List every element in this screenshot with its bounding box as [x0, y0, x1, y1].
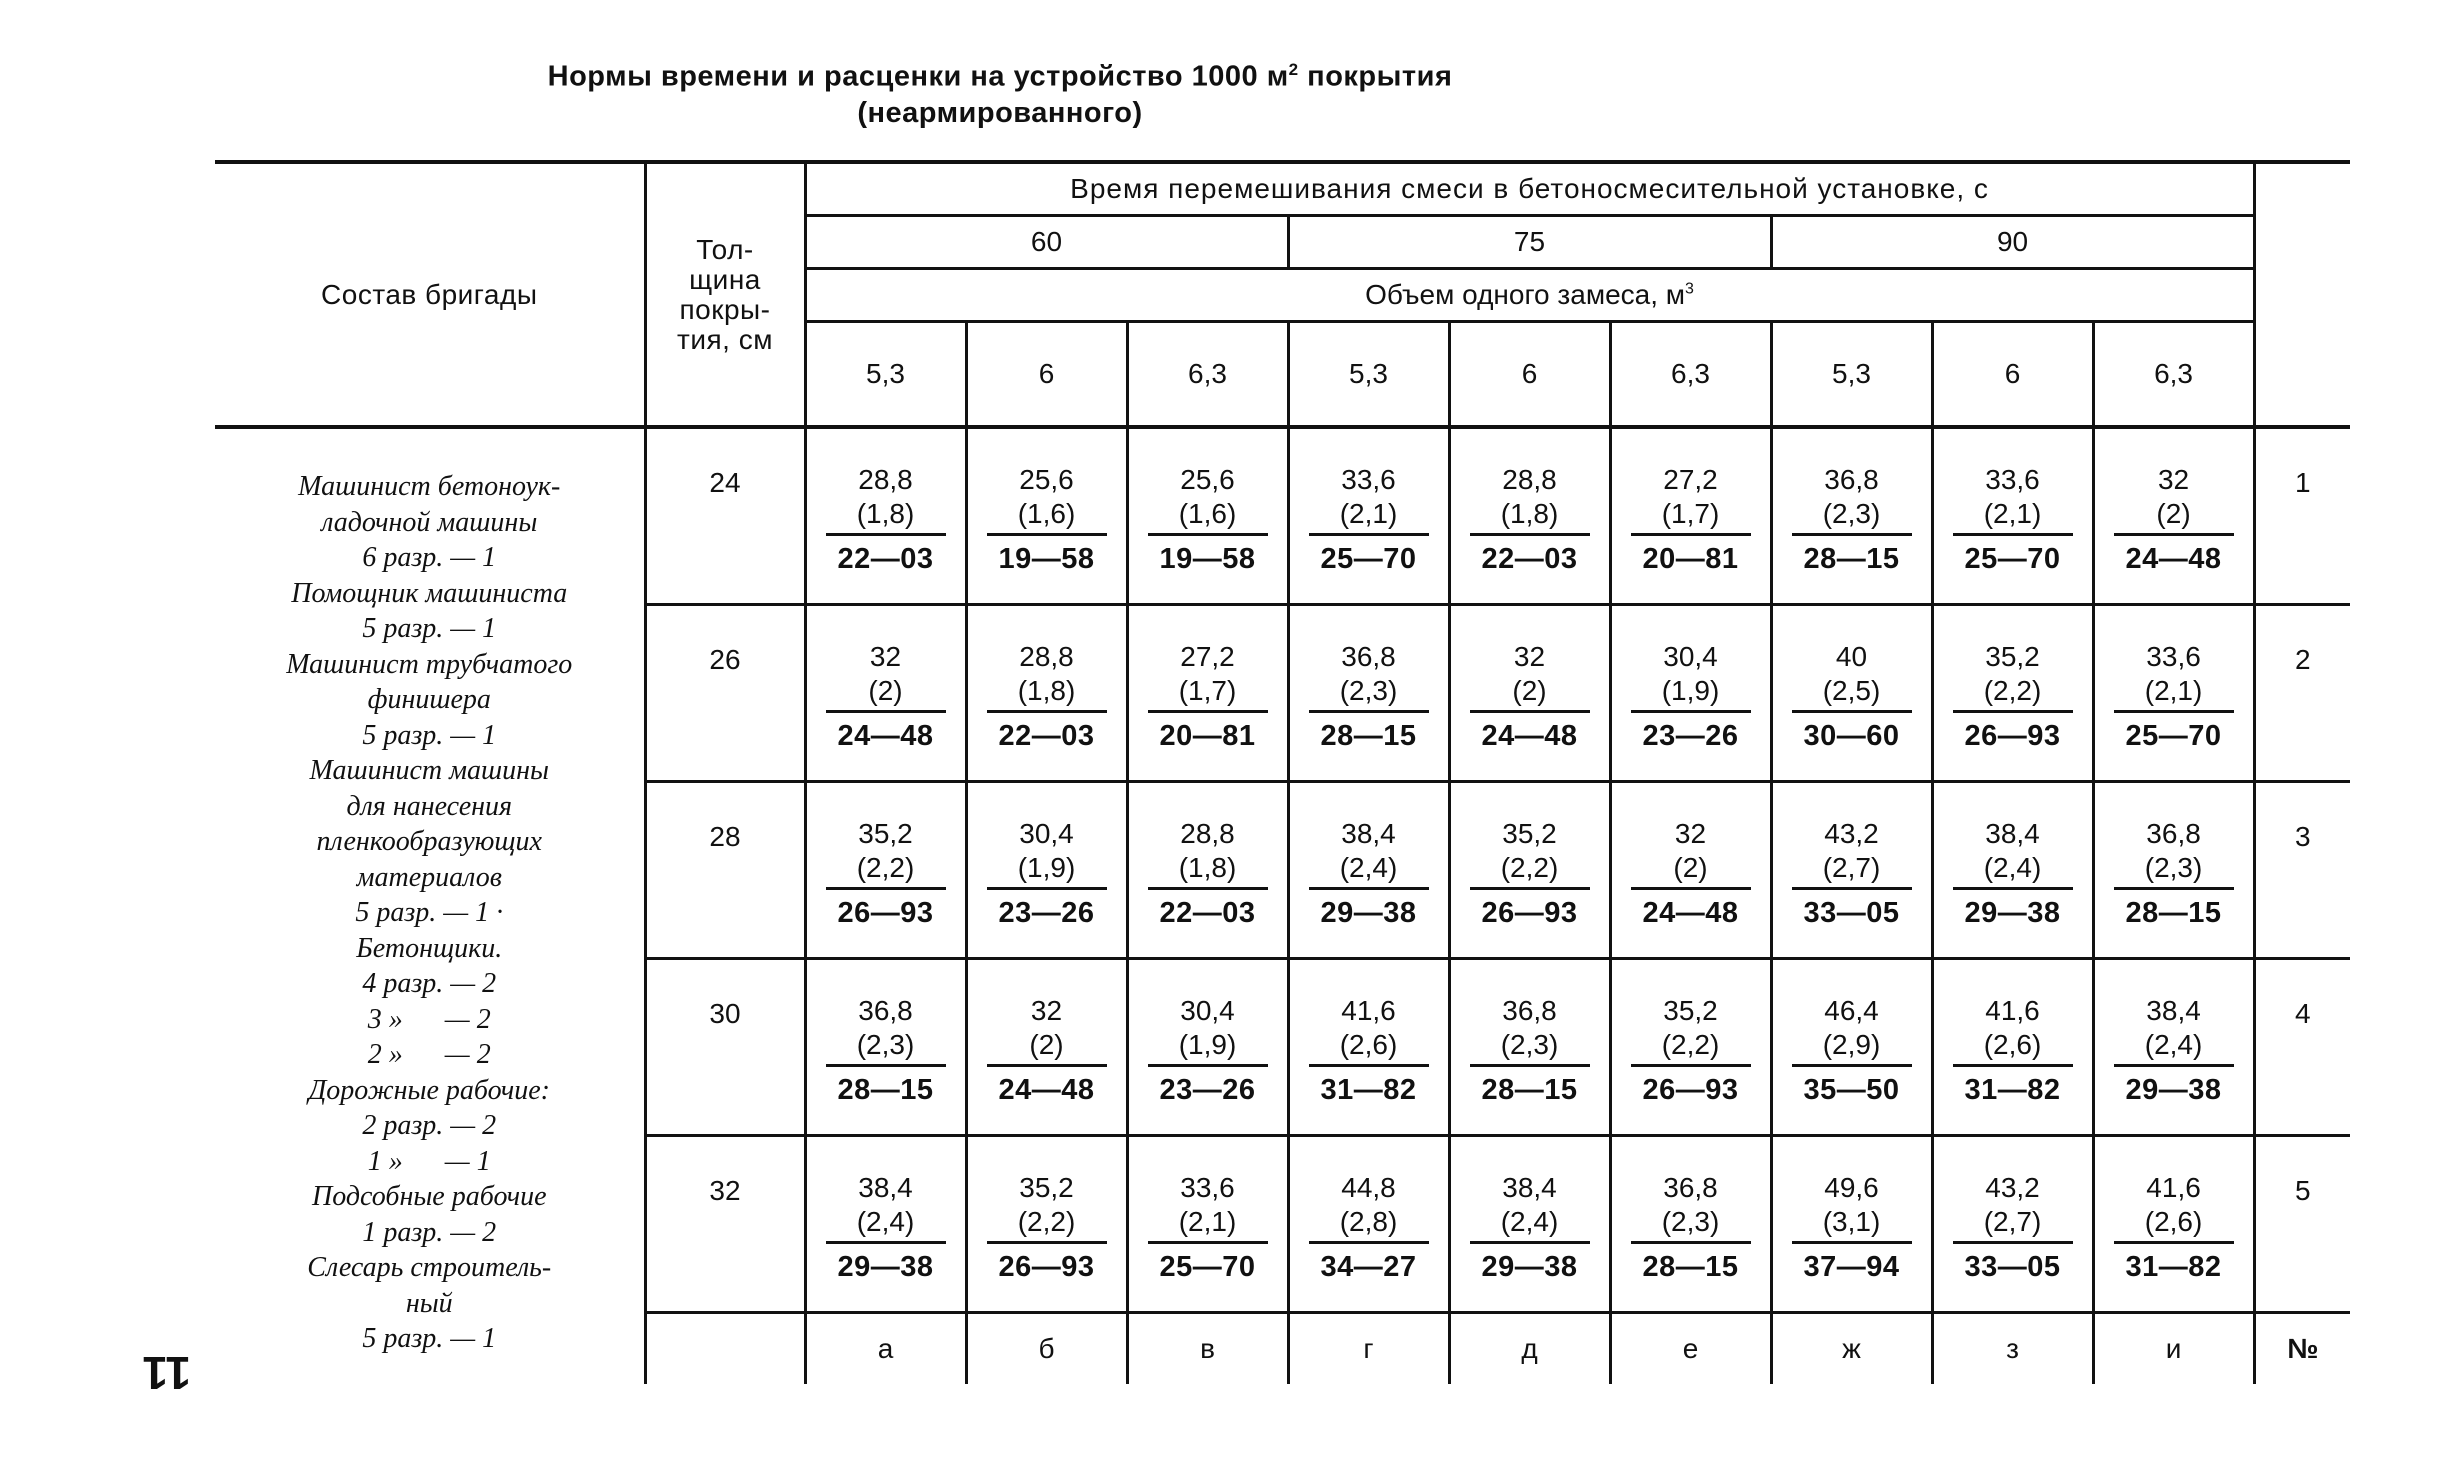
- norm-cell: [2093, 605, 2254, 782]
- header-time-75: 75: [1288, 216, 1771, 269]
- machine-time: (2,2): [1470, 851, 1590, 890]
- norm-cell: [1449, 427, 1610, 605]
- rate-price: 28—15: [1481, 1074, 1578, 1106]
- crew-line: 6 разр. — 1: [362, 542, 497, 573]
- norm-cell: [805, 1136, 966, 1313]
- header-volume-2: 6: [966, 322, 1127, 428]
- machine-time: (2,3): [826, 1028, 946, 1067]
- rate-price: 26—93: [1642, 1074, 1739, 1106]
- rate-price: 28—15: [1803, 543, 1900, 575]
- time-norm: 38,4: [1341, 818, 1396, 849]
- machine-time: (1,6): [1148, 497, 1268, 536]
- time-norm: 32: [1674, 818, 1707, 849]
- time-norm: 32: [1030, 995, 1063, 1026]
- norm-cell: [1771, 959, 1932, 1136]
- norm-cell: [1610, 427, 1771, 605]
- column-letter: б: [966, 1313, 1127, 1385]
- time-norm: 35,2: [1985, 641, 2040, 672]
- norm-fraction: [2114, 994, 2234, 1107]
- norm-fraction: [1792, 817, 1912, 930]
- norm-fraction: [1792, 640, 1912, 753]
- norm-fraction: [1148, 994, 1268, 1107]
- time-norm: 41,6: [1341, 995, 1396, 1026]
- machine-time: (1,8): [826, 497, 946, 536]
- norm-cell: [805, 427, 966, 605]
- norm-fraction: [1631, 463, 1751, 576]
- norm-cell: [1771, 1136, 1932, 1313]
- time-norm: 35,2: [1663, 995, 1718, 1026]
- time-norm: 36,8: [1663, 1172, 1718, 1203]
- machine-time: (2,3): [1792, 497, 1912, 536]
- norm-cell: [1610, 959, 1771, 1136]
- norm-fraction: [1309, 1171, 1429, 1284]
- crew-line: Подсобные рабочие: [311, 1181, 547, 1212]
- rate-price: 28—15: [1320, 720, 1417, 752]
- row-number: 3: [2254, 782, 2350, 959]
- norm-fraction: [1953, 994, 2073, 1107]
- rate-price: 22—03: [1481, 543, 1578, 575]
- norm-fraction: [1792, 994, 1912, 1107]
- time-norm: 33,6: [1180, 1172, 1235, 1203]
- machine-time: (2,7): [1792, 851, 1912, 890]
- norm-cell: [966, 1136, 1127, 1313]
- header-volume-5: 6: [1449, 322, 1610, 428]
- row-number: 5: [2254, 1136, 2350, 1313]
- machine-time: (2,2): [1953, 674, 2073, 713]
- time-norm: 32: [2157, 464, 2190, 495]
- header-volume-9: 6,3: [2093, 322, 2254, 428]
- norms-table: [215, 160, 2350, 1384]
- norm-cell: [1288, 427, 1449, 605]
- norm-fraction: [1953, 817, 2073, 930]
- thickness-value: 26: [645, 605, 805, 782]
- header-volume-8: 6: [1932, 322, 2093, 428]
- rate-price: 33—05: [1964, 1251, 2061, 1283]
- time-norm: 30,4: [1019, 818, 1074, 849]
- num-label: №: [2254, 1313, 2350, 1385]
- crew-line: ладочной машины: [321, 506, 538, 538]
- time-norm: 28,8: [1502, 464, 1557, 495]
- header-num-blank: [2254, 162, 2350, 427]
- column-letter: ж: [1771, 1313, 1932, 1385]
- norm-cell: [805, 782, 966, 959]
- title-line-1: Нормы времени и расценки на устройство 1000 $м^2$ покрытия: [547, 60, 1453, 93]
- rate-price: 19—58: [998, 543, 1095, 575]
- time-norm: 33,6: [1985, 464, 2040, 495]
- machine-time: (2,3): [1631, 1205, 1751, 1244]
- rate-price: 20—81: [1159, 720, 1256, 752]
- machine-time: (1,8): [1148, 851, 1268, 890]
- machine-time: (2,8): [1309, 1205, 1429, 1244]
- rate-price: 26—93: [998, 1251, 1095, 1283]
- norm-fraction: [826, 463, 946, 576]
- rate-price: 29—38: [1964, 897, 2061, 929]
- machine-time: (2,5): [1792, 674, 1912, 713]
- time-norm: 43,2: [1824, 818, 1879, 849]
- machine-time: (2,3): [1309, 674, 1429, 713]
- time-norm: 28,8: [1019, 641, 1074, 672]
- crew-line: 4 разр. — 2: [362, 968, 497, 999]
- rate-price: 24—48: [1642, 897, 1739, 929]
- time-norm: 30,4: [1180, 995, 1235, 1026]
- norm-fraction: [1470, 640, 1590, 753]
- time-norm: 36,8: [1824, 464, 1879, 495]
- norm-cell: [1771, 427, 1932, 605]
- norm-cell: [805, 959, 966, 1136]
- rate-price: 22—03: [998, 720, 1095, 752]
- crew-line: Машинист трубчатого: [286, 648, 573, 680]
- time-norm: 35,2: [1019, 1172, 1074, 1203]
- norm-cell: [1449, 959, 1610, 1136]
- norm-cell: [1932, 959, 2093, 1136]
- norm-cell: [2093, 959, 2254, 1136]
- norm-fraction: [987, 463, 1107, 576]
- rate-price: 26—93: [1964, 720, 2061, 752]
- rate-price: 24—48: [837, 720, 934, 752]
- norm-fraction: [1953, 1171, 2073, 1284]
- crew-line: Бетонщики.: [356, 932, 503, 964]
- norm-cell: [1127, 1136, 1288, 1313]
- crew-line: Машинист машины: [309, 755, 549, 786]
- time-norm: 30,4: [1663, 641, 1718, 672]
- column-letter: з: [1932, 1313, 2093, 1385]
- machine-time: (1,8): [987, 674, 1107, 713]
- norm-fraction: [826, 640, 946, 753]
- norm-cell: [1932, 1136, 2093, 1313]
- time-norm: 35,2: [858, 818, 913, 849]
- machine-time: (2,4): [1309, 851, 1429, 890]
- norm-fraction: [1309, 640, 1429, 753]
- machine-time: (1,8): [1470, 497, 1590, 536]
- time-norm: 38,4: [2146, 995, 2201, 1026]
- rate-price: 29—38: [1481, 1251, 1578, 1283]
- machine-time: (2,3): [2114, 851, 2234, 890]
- norm-fraction: [1470, 817, 1590, 930]
- norm-fraction: [1953, 463, 2073, 576]
- norm-cell: [1288, 605, 1449, 782]
- machine-time: (1,6): [987, 497, 1107, 536]
- time-norm: 27,2: [1180, 641, 1235, 672]
- machine-time: (2,2): [987, 1205, 1107, 1244]
- thickness-value: 24: [645, 427, 805, 605]
- norm-fraction: [1309, 994, 1429, 1107]
- machine-time: (2,3): [1470, 1028, 1590, 1067]
- norm-fraction: [987, 1171, 1107, 1284]
- rate-price: 25—70: [1964, 543, 2061, 575]
- thickness-value: 28: [645, 782, 805, 959]
- norm-fraction: [1792, 463, 1912, 576]
- machine-time: (1,9): [1148, 1028, 1268, 1067]
- rate-price: 24—48: [2125, 543, 2222, 575]
- header-volume-6: 6,3: [1610, 322, 1771, 428]
- time-norm: 36,8: [1341, 641, 1396, 672]
- rate-price: 29—38: [837, 1251, 934, 1283]
- time-norm: 49,6: [1824, 1172, 1879, 1203]
- norm-fraction: [1631, 817, 1751, 930]
- table-row: [215, 427, 2350, 605]
- norm-fraction: [1470, 1171, 1590, 1284]
- norm-cell: [1771, 782, 1932, 959]
- time-norm: 44,8: [1341, 1172, 1396, 1203]
- time-norm: 43,2: [1985, 1172, 2040, 1203]
- norm-cell: [1932, 605, 2093, 782]
- norm-cell: [1127, 782, 1288, 959]
- time-norm: 25,6: [1180, 464, 1235, 495]
- crew-line: Дорожные рабочие:: [308, 1074, 551, 1106]
- norm-fraction: [2114, 463, 2234, 576]
- row-number: 4: [2254, 959, 2350, 1136]
- rate-price: 31—82: [1320, 1074, 1417, 1106]
- machine-time: (1,7): [1631, 497, 1751, 536]
- rate-price: 22—03: [1159, 897, 1256, 929]
- crew-line: Помощник машиниста: [291, 577, 568, 609]
- norm-fraction: [1470, 463, 1590, 576]
- machine-time: (2,6): [1309, 1028, 1429, 1067]
- machine-time: (2,6): [2114, 1205, 2234, 1244]
- machine-time: (2,4): [1470, 1205, 1590, 1244]
- time-norm: 41,6: [2146, 1172, 2201, 1203]
- norm-fraction: [1148, 463, 1268, 576]
- rate-price: 23—26: [1642, 720, 1739, 752]
- norm-cell: [2093, 782, 2254, 959]
- norm-cell: [966, 959, 1127, 1136]
- norm-cell: [1610, 1136, 1771, 1313]
- norm-fraction: [1792, 1171, 1912, 1284]
- machine-time: (2,4): [826, 1205, 946, 1244]
- crew-line: пленкообразующих: [316, 826, 542, 857]
- rate-price: 24—48: [1481, 720, 1578, 752]
- thickness-value: 32: [645, 1136, 805, 1313]
- norm-cell: [1127, 959, 1288, 1136]
- time-norm: 28,8: [1180, 818, 1235, 849]
- header-mixing-time: Время перемешивания смеси в бетоносмесительной установке, с: [805, 162, 2254, 216]
- machine-time: (2,1): [2114, 674, 2234, 713]
- machine-time: (2): [1470, 674, 1590, 713]
- rate-price: 23—26: [1159, 1074, 1256, 1106]
- machine-time: (2,4): [1953, 851, 2073, 890]
- machine-time: (2): [1631, 851, 1751, 890]
- time-norm: 38,4: [1985, 818, 2040, 849]
- machine-time: (1,7): [1148, 674, 1268, 713]
- crew-line: 3 » — 2: [367, 1003, 491, 1035]
- rate-price: 31—82: [2125, 1251, 2222, 1283]
- norm-cell: [1610, 605, 1771, 782]
- rate-price: 26—93: [837, 897, 934, 929]
- norm-fraction: [1148, 817, 1268, 930]
- machine-time: (2,1): [1309, 497, 1429, 536]
- norm-fraction: [826, 817, 946, 930]
- crew-line: для нанесения: [346, 790, 513, 822]
- norm-fraction: [1953, 640, 2073, 753]
- norm-cell: [1449, 605, 1610, 782]
- machine-time: (1,9): [987, 851, 1107, 890]
- norm-cell: [1932, 782, 2093, 959]
- rate-price: 26—93: [1481, 897, 1578, 929]
- machine-time: (2): [826, 674, 946, 713]
- time-norm: 32: [1513, 641, 1546, 672]
- rate-price: 30—60: [1803, 720, 1900, 752]
- norm-fraction: [2114, 817, 2234, 930]
- crew-line: 5 разр. — 1: [362, 719, 497, 751]
- norm-fraction: [2114, 1171, 2234, 1284]
- norm-cell: [1610, 782, 1771, 959]
- header-time-60: 60: [805, 216, 1288, 269]
- time-norm: 36,8: [1502, 995, 1557, 1026]
- crew-line: 5 разр. — 1: [362, 1323, 497, 1354]
- time-norm: 38,4: [858, 1172, 913, 1203]
- time-norm: 32: [869, 641, 902, 672]
- rate-price: 31—82: [1964, 1074, 2061, 1106]
- time-norm: 33,6: [2146, 641, 2201, 672]
- column-letter: е: [1610, 1313, 1771, 1385]
- column-letter: в: [1127, 1313, 1288, 1385]
- machine-time: (2,4): [2114, 1028, 2234, 1067]
- crew-composition: [215, 427, 645, 1384]
- rate-price: 34—27: [1320, 1251, 1417, 1283]
- rate-price: 24—48: [998, 1074, 1095, 1106]
- norm-fraction: [1631, 994, 1751, 1107]
- norm-fraction: [2114, 640, 2234, 753]
- crew-line: ный: [405, 1287, 453, 1319]
- rate-price: 25—70: [1320, 543, 1417, 575]
- norm-cell: [966, 782, 1127, 959]
- norm-fraction: [1148, 640, 1268, 753]
- machine-time: (2): [987, 1028, 1107, 1067]
- header-volume-7: 5,3: [1771, 322, 1932, 428]
- norm-fraction: [1309, 463, 1429, 576]
- letters-blank: [645, 1313, 805, 1385]
- rate-price: 35—50: [1803, 1074, 1900, 1106]
- norm-cell: [805, 605, 966, 782]
- norm-fraction: [1309, 817, 1429, 930]
- time-norm: 36,8: [2146, 818, 2201, 849]
- norm-fraction: [987, 817, 1107, 930]
- header-time-90: 90: [1771, 216, 2254, 269]
- title-line-2: (неармированного): [857, 96, 1143, 129]
- crew-line: Слесарь строитель-: [307, 1252, 552, 1283]
- machine-time: (2,2): [826, 851, 946, 890]
- norm-cell: [2093, 1136, 2254, 1313]
- norm-cell: [1449, 782, 1610, 959]
- norm-cell: [1771, 605, 1932, 782]
- machine-time: (2,9): [1792, 1028, 1912, 1067]
- crew-line: 5 разр. — 1: [362, 613, 497, 644]
- time-norm: 28,8: [858, 464, 913, 495]
- crew-line: 2 » — 2: [367, 1039, 491, 1070]
- header-volume: Объем одного замеса, $м^3$: [805, 269, 2254, 322]
- norm-fraction: [1148, 1171, 1268, 1284]
- norm-cell: [966, 427, 1127, 605]
- rate-price: 28—15: [2125, 897, 2222, 929]
- rate-price: 25—70: [1159, 1251, 1256, 1283]
- machine-time: (2,1): [1953, 497, 2073, 536]
- norm-fraction: [1631, 640, 1751, 753]
- machine-time: (2,2): [1631, 1028, 1751, 1067]
- rate-price: 29—38: [1320, 897, 1417, 929]
- column-letter: а: [805, 1313, 966, 1385]
- norm-cell: [1288, 959, 1449, 1136]
- crew-line: финишера: [367, 684, 491, 715]
- norm-cell: [1932, 427, 2093, 605]
- norm-cell: [1127, 427, 1288, 605]
- column-letter: г: [1288, 1313, 1449, 1385]
- norm-cell: [1288, 1136, 1449, 1313]
- crew-line: 1 разр. — 2: [362, 1216, 497, 1248]
- table-title: [0, 52, 2000, 131]
- machine-time: (2): [2114, 497, 2234, 536]
- time-norm: 25,6: [1019, 464, 1074, 495]
- norm-fraction: [987, 994, 1107, 1107]
- rate-price: 37—94: [1803, 1251, 1900, 1283]
- norm-cell: [1449, 1136, 1610, 1313]
- crew-line: материалов: [356, 861, 502, 893]
- norm-fraction: [1631, 1171, 1751, 1284]
- machine-time: (2,7): [1953, 1205, 2073, 1244]
- norm-cell: [2093, 427, 2254, 605]
- norm-cell: [966, 605, 1127, 782]
- rate-price: 28—15: [1642, 1251, 1739, 1283]
- thickness-value: 30: [645, 959, 805, 1136]
- header-volume-4: 5,3: [1288, 322, 1449, 428]
- time-norm: 27,2: [1663, 464, 1718, 495]
- norm-fraction: [987, 640, 1107, 753]
- rate-price: 28—15: [837, 1074, 934, 1106]
- crew-line: Машинист бетоноук-: [298, 471, 561, 502]
- rate-price: 22—03: [837, 543, 934, 575]
- header-crew: Состав бригады: [215, 162, 645, 427]
- time-norm: 46,4: [1824, 995, 1879, 1026]
- rate-price: 23—26: [998, 897, 1095, 929]
- row-number: 1: [2254, 427, 2350, 605]
- machine-time: (2,6): [1953, 1028, 2073, 1067]
- norm-fraction: [826, 994, 946, 1107]
- rate-price: 19—58: [1159, 543, 1256, 575]
- time-norm: 36,8: [858, 995, 913, 1026]
- rate-price: 25—70: [2125, 720, 2222, 752]
- machine-time: (2,1): [1148, 1205, 1268, 1244]
- column-letter: и: [2093, 1313, 2254, 1385]
- rate-price: 33—05: [1803, 897, 1900, 929]
- time-norm: 38,4: [1502, 1172, 1557, 1203]
- time-norm: 33,6: [1341, 464, 1396, 495]
- header-volume-1: 5,3: [805, 322, 966, 428]
- machine-time: (3,1): [1792, 1205, 1912, 1244]
- norm-fraction: [1470, 994, 1590, 1107]
- norm-cell: [1288, 782, 1449, 959]
- norm-cell: [1127, 605, 1288, 782]
- time-norm: 41,6: [1985, 995, 2040, 1026]
- crew-line: 2 разр. — 2: [362, 1110, 497, 1141]
- crew-line: 1 » — 1: [367, 1145, 491, 1177]
- header-volume-3: 6,3: [1127, 322, 1288, 428]
- norm-fraction: [826, 1171, 946, 1284]
- row-number: 2: [2254, 605, 2350, 782]
- crew-line: 5 разр. — 1 ·: [355, 897, 504, 928]
- column-letter: д: [1449, 1313, 1610, 1385]
- rate-price: 20—81: [1642, 543, 1739, 575]
- time-norm: 40: [1835, 641, 1868, 672]
- rate-price: 29—38: [2125, 1074, 2222, 1106]
- time-norm: 35,2: [1502, 818, 1557, 849]
- page-number: 11: [142, 1347, 192, 1399]
- header-thickness: Тол- щина покры- тия, см: [645, 162, 805, 427]
- machine-time: (1,9): [1631, 674, 1751, 713]
